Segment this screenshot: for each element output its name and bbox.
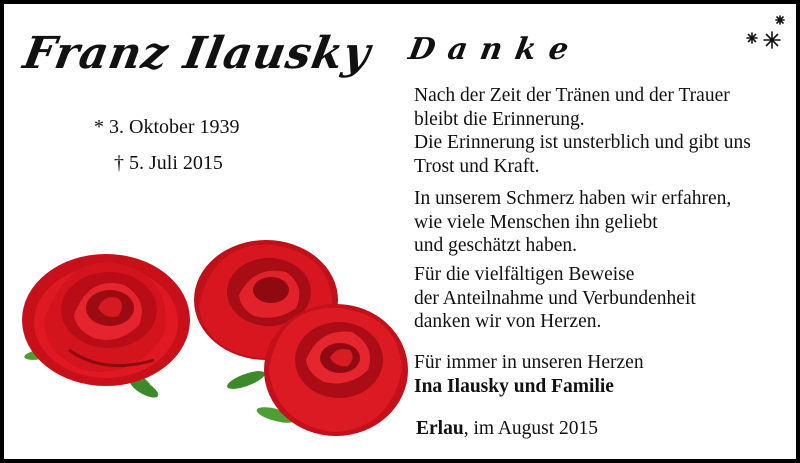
thanks-paragraph-2	[414, 187, 731, 258]
place-date-line	[416, 418, 598, 440]
place-name: Erlau	[416, 418, 464, 439]
deceased-name: Franz Ilausky	[19, 28, 375, 79]
star-ornament-icon	[742, 12, 792, 52]
paragraph-line: danken wir von Herzen.	[414, 311, 602, 332]
roses-image	[14, 210, 409, 450]
paragraph-line: Für die vielfältigen Beweise	[414, 264, 635, 285]
paragraph-line: Trost und Kraft.	[414, 155, 540, 177]
thanks-paragraph-3	[414, 263, 696, 334]
paragraph-line: bleibt die Erinnerung.	[414, 108, 585, 130]
danke-heading: Danke	[405, 32, 585, 67]
closing-date: , im August 2015	[463, 418, 599, 439]
thanks-paragraph-1	[414, 84, 751, 178]
farewell-line: Für immer in unseren Herzen	[414, 352, 644, 373]
paragraph-line: Nach der Zeit der Tränen und der Trauer	[414, 85, 730, 106]
paragraph-line: und geschätzt haben.	[414, 235, 577, 256]
death-date: † 5. Juli 2015	[114, 152, 223, 174]
farewell-block	[414, 351, 644, 398]
birth-date: * 3. Oktober 1939	[94, 116, 240, 138]
rose-left	[22, 254, 190, 401]
paragraph-line: In unserem Schmerz haben wir erfahren,	[414, 188, 732, 209]
family-signature: Ina Ilausky und Familie	[414, 375, 614, 397]
paragraph-line: Die Erinnerung ist unsterblich und gibt uns	[414, 132, 751, 153]
paragraph-line: der Anteilnahme und Verbundenheit	[414, 287, 696, 309]
paragraph-line: wie viele Menschen ihn geliebt	[414, 211, 658, 233]
